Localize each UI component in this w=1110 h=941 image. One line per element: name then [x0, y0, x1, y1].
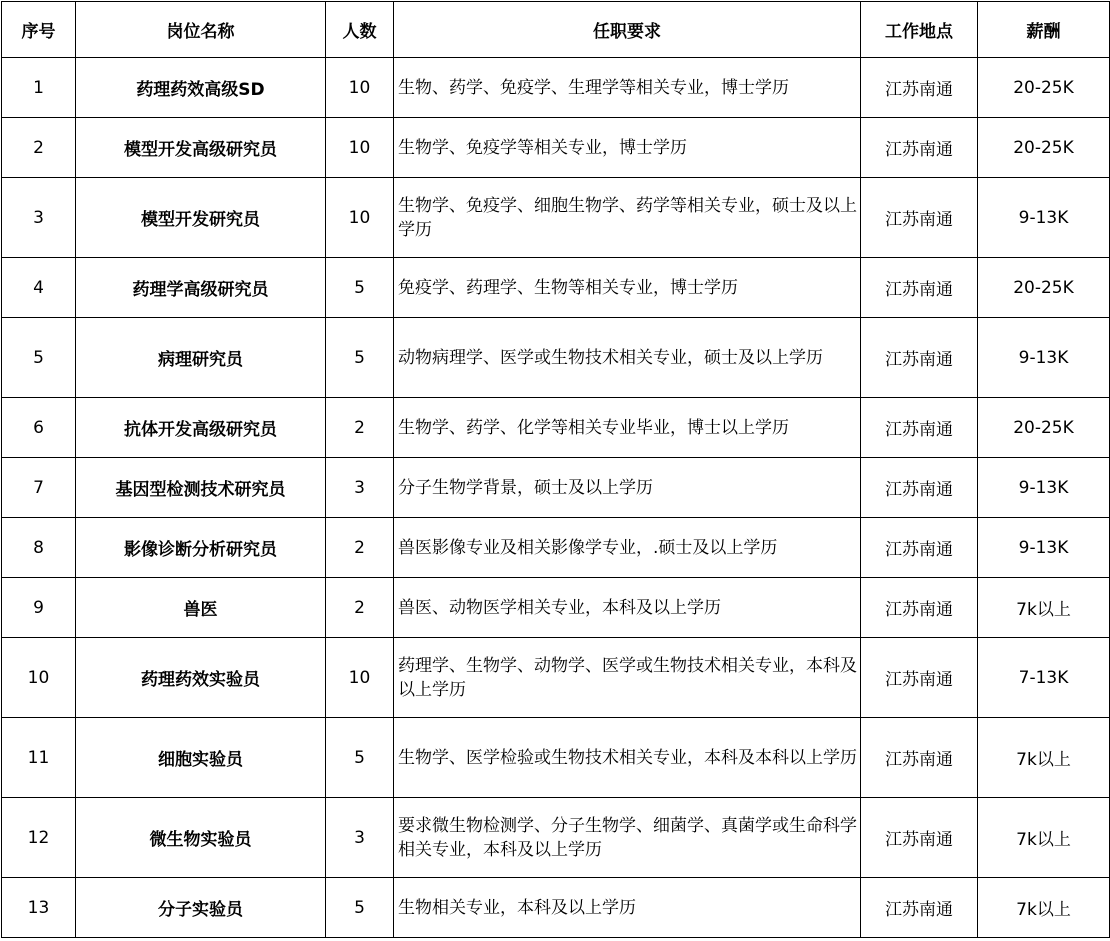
- table-row: [2, 58, 1110, 118]
- table-row: [2, 398, 1110, 458]
- cell-title: 影像诊断分析研究员: [76, 518, 326, 578]
- cell-salary: 20-25K: [978, 398, 1110, 458]
- cell-title: 分子实验员: [76, 878, 326, 938]
- cell-requirement: 生物学、药学、化学等相关专业毕业，博士以上学历: [394, 398, 861, 458]
- cell-no: 12: [2, 798, 76, 878]
- cell-no: 9: [2, 578, 76, 638]
- cell-title: 药理药效高级SD: [76, 58, 326, 118]
- table-row: [2, 318, 1110, 398]
- cell-no: 10: [2, 638, 76, 718]
- cell-title: 抗体开发高级研究员: [76, 398, 326, 458]
- cell-count: 5: [326, 878, 394, 938]
- cell-salary: 20-25K: [978, 258, 1110, 318]
- cell-count: 10: [326, 638, 394, 718]
- table-row: [2, 518, 1110, 578]
- cell-requirement: 分子生物学背景，硕士及以上学历: [394, 458, 861, 518]
- cell-requirement: 生物相关专业，本科及以上学历: [394, 878, 861, 938]
- cell-location: 江苏南通: [861, 578, 978, 638]
- header-title: 岗位名称: [76, 2, 326, 58]
- header-salary: 薪酬: [978, 2, 1110, 58]
- cell-location: 江苏南通: [861, 518, 978, 578]
- cell-location: 江苏南通: [861, 878, 978, 938]
- cell-location: 江苏南通: [861, 178, 978, 258]
- header-location: 工作地点: [861, 2, 978, 58]
- cell-requirement: 生物学、医学检验或生物技术相关专业，本科及本科以上学历: [394, 718, 861, 798]
- cell-no: 13: [2, 878, 76, 938]
- cell-requirement: 药理学、生物学、动物学、医学或生物技术相关专业，本科及以上学历: [394, 638, 861, 718]
- cell-salary: 20-25K: [978, 118, 1110, 178]
- cell-count: 10: [326, 118, 394, 178]
- cell-location: 江苏南通: [861, 258, 978, 318]
- header-requirement: 任职要求: [394, 2, 861, 58]
- cell-salary: 9-13K: [978, 178, 1110, 258]
- cell-salary: 7k以上: [978, 798, 1110, 878]
- table-row: [2, 798, 1110, 878]
- cell-location: 江苏南通: [861, 638, 978, 718]
- cell-title: 微生物实验员: [76, 798, 326, 878]
- cell-title: 兽医: [76, 578, 326, 638]
- header-row: [2, 2, 1110, 58]
- cell-location: 江苏南通: [861, 318, 978, 398]
- cell-salary: 7-13K: [978, 638, 1110, 718]
- cell-requirement: 生物学、免疫学、细胞生物学、药学等相关专业，硕士及以上学历: [394, 178, 861, 258]
- cell-no: 5: [2, 318, 76, 398]
- table-row: [2, 878, 1110, 938]
- table-row: [2, 458, 1110, 518]
- cell-count: 5: [326, 318, 394, 398]
- cell-title: 药理学高级研究员: [76, 258, 326, 318]
- cell-salary: 7k以上: [978, 578, 1110, 638]
- cell-count: 5: [326, 258, 394, 318]
- cell-salary: 20-25K: [978, 58, 1110, 118]
- cell-no: 1: [2, 58, 76, 118]
- cell-requirement: 要求微生物检测学、分子生物学、细菌学、真菌学或生命科学相关专业，本科及以上学历: [394, 798, 861, 878]
- cell-requirement: 兽医、动物医学相关专业，本科及以上学历: [394, 578, 861, 638]
- table-row: [2, 178, 1110, 258]
- cell-no: 4: [2, 258, 76, 318]
- cell-requirement: 动物病理学、医学或生物技术相关专业，硕士及以上学历: [394, 318, 861, 398]
- cell-no: 7: [2, 458, 76, 518]
- cell-title: 基因型检测技术研究员: [76, 458, 326, 518]
- cell-no: 11: [2, 718, 76, 798]
- cell-count: 3: [326, 458, 394, 518]
- header-count: 人数: [326, 2, 394, 58]
- cell-title: 细胞实验员: [76, 718, 326, 798]
- cell-title: 药理药效实验员: [76, 638, 326, 718]
- cell-title: 模型开发研究员: [76, 178, 326, 258]
- table-row: [2, 118, 1110, 178]
- cell-location: 江苏南通: [861, 718, 978, 798]
- cell-no: 8: [2, 518, 76, 578]
- cell-salary: 7k以上: [978, 878, 1110, 938]
- header-no: 序号: [2, 2, 76, 58]
- cell-title: 病理研究员: [76, 318, 326, 398]
- cell-requirement: 兽医影像专业及相关影像学专业，.硕士及以上学历: [394, 518, 861, 578]
- cell-requirement: 生物、药学、免疫学、生理学等相关专业，博士学历: [394, 58, 861, 118]
- cell-salary: 7k以上: [978, 718, 1110, 798]
- cell-count: 2: [326, 518, 394, 578]
- cell-title: 模型开发高级研究员: [76, 118, 326, 178]
- cell-count: 10: [326, 58, 394, 118]
- cell-no: 2: [2, 118, 76, 178]
- cell-salary: 9-13K: [978, 458, 1110, 518]
- table-row: [2, 718, 1110, 798]
- cell-location: 江苏南通: [861, 118, 978, 178]
- cell-location: 江苏南通: [861, 398, 978, 458]
- table-row: [2, 638, 1110, 718]
- cell-salary: 9-13K: [978, 518, 1110, 578]
- recruitment-table: [1, 1, 1110, 938]
- cell-requirement: 免疫学、药理学、生物等相关专业，博士学历: [394, 258, 861, 318]
- cell-location: 江苏南通: [861, 458, 978, 518]
- table-row: [2, 578, 1110, 638]
- cell-count: 2: [326, 578, 394, 638]
- cell-no: 6: [2, 398, 76, 458]
- cell-requirement: 生物学、免疫学等相关专业，博士学历: [394, 118, 861, 178]
- cell-count: 2: [326, 398, 394, 458]
- cell-no: 3: [2, 178, 76, 258]
- cell-salary: 9-13K: [978, 318, 1110, 398]
- cell-location: 江苏南通: [861, 58, 978, 118]
- cell-count: 10: [326, 178, 394, 258]
- cell-count: 5: [326, 718, 394, 798]
- cell-count: 3: [326, 798, 394, 878]
- table-row: [2, 258, 1110, 318]
- cell-location: 江苏南通: [861, 798, 978, 878]
